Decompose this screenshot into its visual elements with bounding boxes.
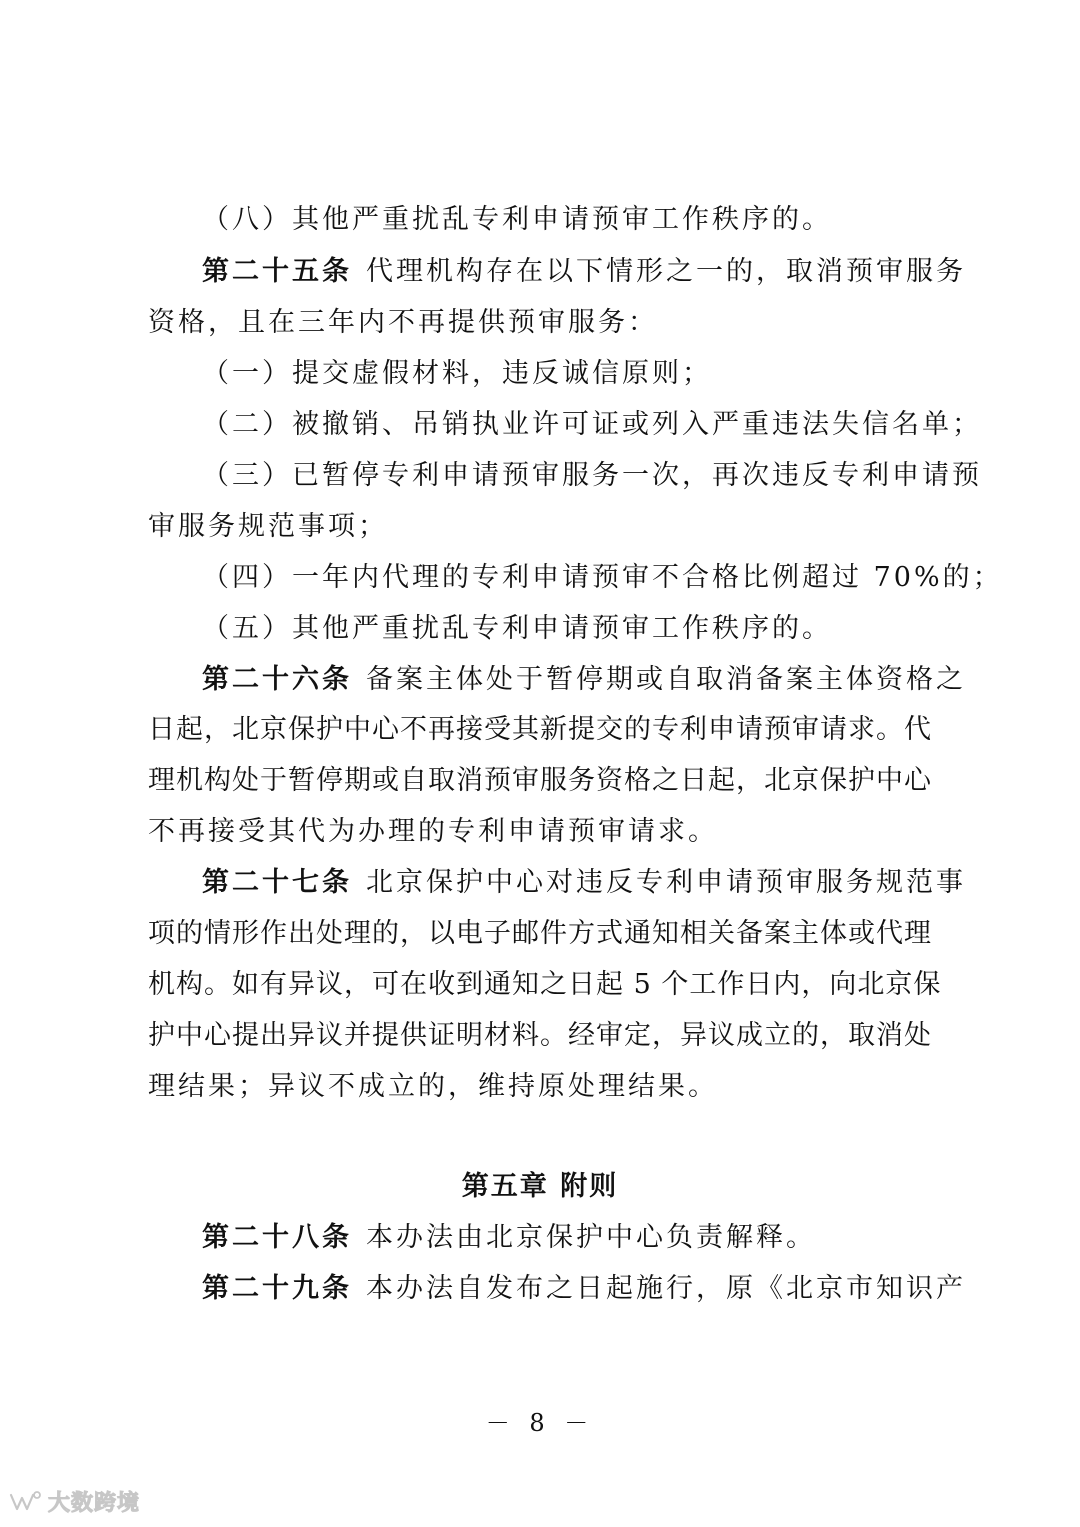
article-26-line-1	[202, 660, 1002, 700]
watermark-text: 大数跨境	[48, 1491, 141, 1516]
article-25-line-1	[202, 252, 1002, 292]
clause-8: （八）其他严重扰乱专利申请预审工作秩序的。	[202, 204, 832, 235]
article-26-line-2: 日起，北京保护中心不再接受其新提交的专利申请预审请求。代	[148, 714, 932, 745]
article-27-line-3: 机构。如有异议，可在收到通知之日起 5 个工作日内，向北京保	[148, 969, 942, 1000]
article-25-line-2: 资格，且在三年内不再提供预审服务：	[148, 307, 658, 338]
article-27-line-1	[202, 863, 1002, 903]
article-26-text: 备案主体处于暂停期或自取消备案主体资格之	[366, 664, 966, 695]
article-25-item-3: （三）已暂停专利申请预审服务一次，再次违反专利申请预	[202, 460, 982, 491]
article-27-label: 第二十七条	[202, 867, 352, 898]
article-28-label: 第二十八条	[202, 1222, 352, 1253]
article-27-line-5: 理结果；异议不成立的，维持原处理结果。	[148, 1071, 718, 1102]
article-28-line-1	[202, 1218, 1002, 1258]
article-25-item-1: （一）提交虚假材料，违反诚信原则；	[202, 358, 712, 389]
article-26-line-4: 不再接受其代为办理的专利申请预审请求。	[148, 816, 718, 847]
article-25-item-3-cont: 审服务规范事项；	[148, 511, 388, 542]
article-25-text: 代理机构存在以下情形之一的，取消预审服务	[366, 256, 966, 287]
watermark	[8, 1486, 140, 1517]
article-27-line-4: 护中心提出异议并提供证明材料。经审定，异议成立的，取消处	[148, 1020, 932, 1051]
article-27-line-2: 项的情形作出处理的，以电子邮件方式通知相关备案主体或代理	[148, 918, 932, 949]
chapter-5-heading: 第五章 附则	[461, 1171, 619, 1202]
article-29-line-1	[202, 1269, 1002, 1309]
article-27-text: 北京保护中心对违反专利申请预审服务规范事	[366, 867, 966, 898]
article-26-line-3: 理机构处于暂停期或自取消预审服务资格之日起，北京保护中心	[148, 765, 932, 796]
article-29-text: 本办法自发布之日起施行，原《北京市知识产	[366, 1273, 966, 1304]
article-28-text: 本办法由北京保护中心负责解释。	[366, 1222, 816, 1253]
wechat-channel-icon	[8, 1489, 42, 1515]
article-25-label: 第二十五条	[202, 256, 352, 287]
article-26-label: 第二十六条	[202, 664, 352, 695]
article-25-item-4: （四）一年内代理的专利申请预审不合格比例超过 70%的；	[202, 562, 1003, 593]
article-29-label: 第二十九条	[202, 1273, 352, 1304]
article-25-item-5: （五）其他严重扰乱专利申请预审工作秩序的。	[202, 613, 832, 644]
article-25-item-2: （二）被撤销、吊销执业许可证或列入严重违法失信名单；	[202, 409, 982, 440]
page-number: － 8 －	[485, 1409, 595, 1437]
